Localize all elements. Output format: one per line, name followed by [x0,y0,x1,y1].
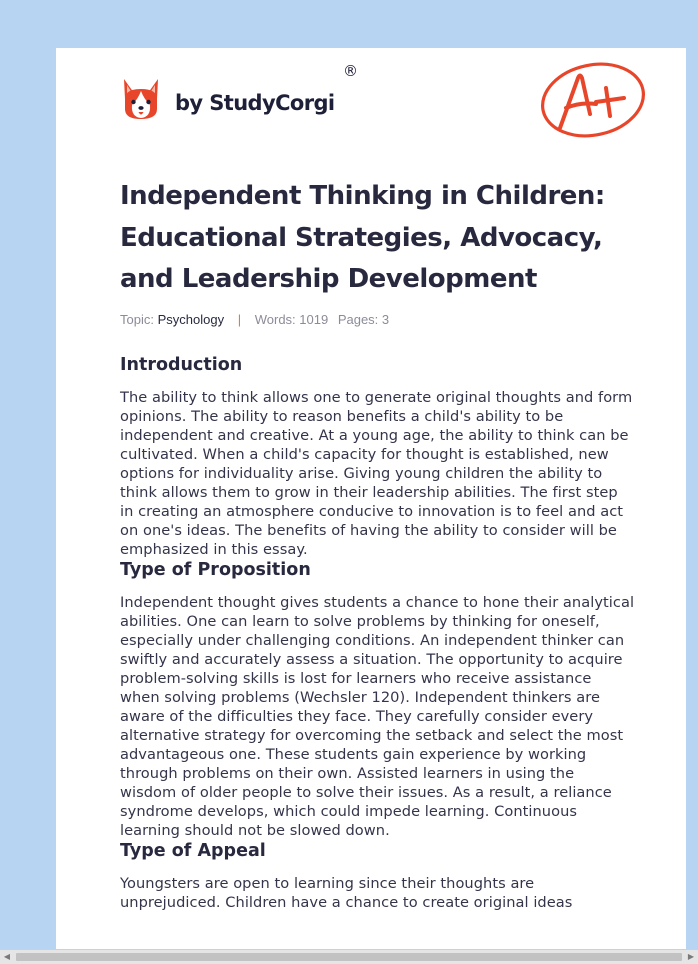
article-body [120,352,635,912]
section-heading-introduction: Introduction [120,355,243,375]
horizontal-scrollbar[interactable] [0,949,698,964]
grade-badge-a-plus [538,58,650,142]
grade-badge-text: A+ [538,58,540,59]
section-text-type-of-appeal: Youngsters are open to learning since their thoughts are unprejudiced. Children have a chance to create original ideas [120,875,573,911]
meta-separator: | [237,312,242,327]
scroll-left-arrow-icon[interactable]: ◀ [3,952,11,961]
topic-label: Topic: [120,312,154,327]
topic-link[interactable]: Psychology [157,312,225,327]
article-meta [120,312,389,327]
page-count: Pages: 3 [337,312,390,327]
section-heading-type-of-appeal: Type of Appeal [120,841,266,861]
registered-mark: ® [343,62,358,80]
section-text-type-of-proposition: Independent thought gives students a chance to hone their analytical abilities. One can learn to solve problems by thinking for oneself, especially under challenging conditions. An independent thinker can swiftly and accurately assess a situation. The opportunity to acquire problem-solving skills is lost for learners who receive assistance when solving problems (Wechsler 120). Independent thinkers are aware of the difficulties they face. They carefully consider every alternative strategy for overcoming the setback and select the most advantageous one. These students gain experience by working through problems on their own. Assisted learners in using the wisdom of older people to solve their issues. As a result, a reliance syndrome develops, which could impede learning. Continuous learning should not be slowed down. [120,594,635,839]
section-text-introduction: The ability to think allows one to generate original thoughts and form opinions. The ability to reason benefits a child's ability to be independent and creative. At a young age, the ability to think can be cultivated. When a child's capacity for thought is established, new options for individuality arise. Giving young children the ability to think allows them to grow in their leadership abilities. The first step in creating an atmosphere conducive to innovation is to feel and act on one's ideas. The benefits of having the ability to consider will be emphasized in this essay. [120,389,633,558]
word-count: Words: 1019 [254,312,329,327]
brand-name: by StudyCorgi [175,91,335,115]
corgi-icon [121,77,161,121]
scrollbar-thumb[interactable] [16,953,682,961]
section-heading-type-of-proposition: Type of Proposition [120,560,311,580]
document-page [56,48,686,949]
scroll-right-arrow-icon[interactable]: ▶ [687,952,695,961]
brand-logo[interactable] [121,76,335,122]
article-title: Independent Thinking in Children: Educational Strategies, Advocacy, and Leadership Development [120,181,605,294]
